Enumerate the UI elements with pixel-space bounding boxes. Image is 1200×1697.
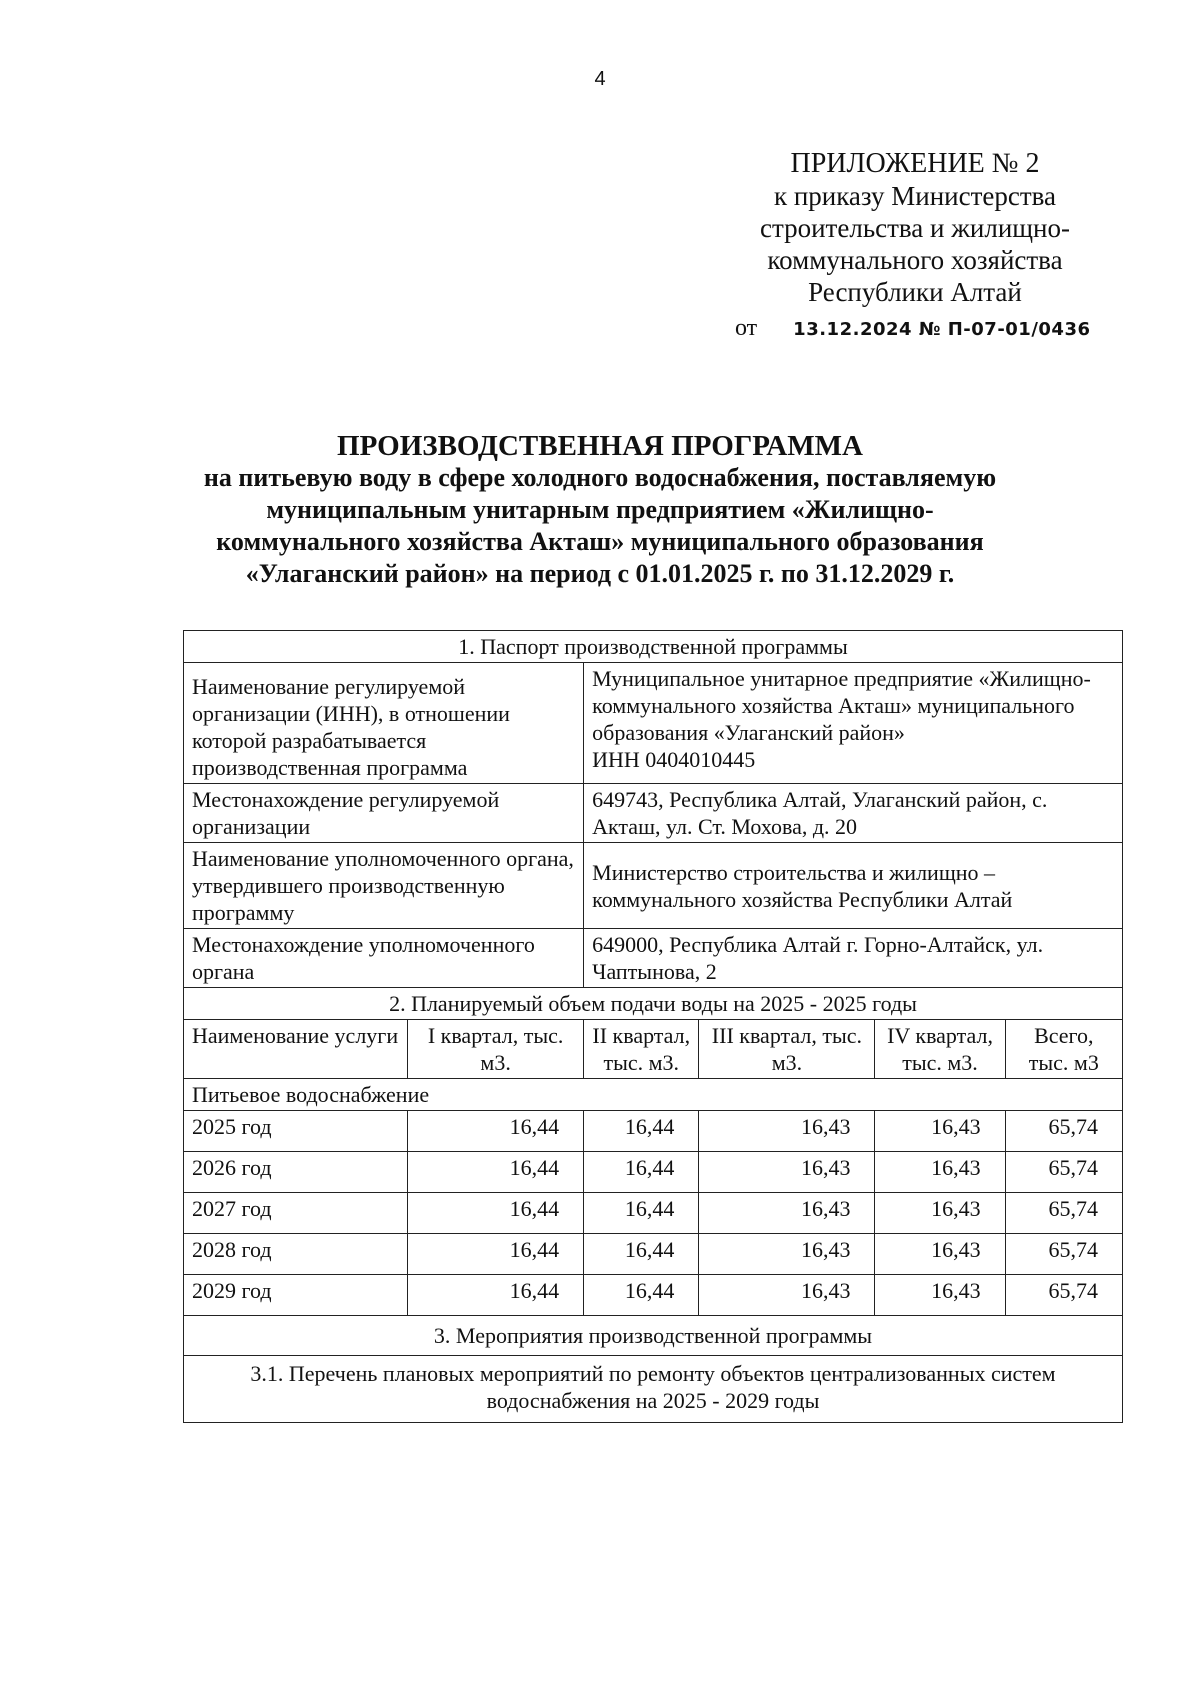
appendix-line: Республики Алтай bbox=[808, 277, 1022, 307]
year-cell: 2029 год bbox=[184, 1275, 408, 1316]
value-cell: 16,43 bbox=[699, 1152, 875, 1193]
value-cell: 16,44 bbox=[408, 1152, 584, 1193]
quarter-header-row bbox=[184, 1020, 1123, 1079]
section1-heading: 1. Паспорт производственной программы bbox=[184, 631, 1123, 663]
value-cell: 16,43 bbox=[875, 1152, 1005, 1193]
value-cell: 16,44 bbox=[408, 1234, 584, 1275]
passport-row bbox=[184, 663, 1123, 784]
section3-heading-row bbox=[184, 1316, 1123, 1356]
passport-value: 649743, Республика Алтай, Улаганский район, с. Акташ, ул. Ст. Мохова, д. 20 bbox=[584, 784, 1123, 843]
passport-label: Местонахождение регулируемой организации bbox=[184, 784, 584, 843]
passport-row bbox=[184, 784, 1123, 843]
table-row bbox=[184, 1111, 1123, 1152]
order-from-label: от bbox=[735, 315, 758, 341]
service-row bbox=[184, 1079, 1123, 1111]
table-row bbox=[184, 1152, 1123, 1193]
table-row bbox=[184, 1275, 1123, 1316]
year-cell: 2025 год bbox=[184, 1111, 408, 1152]
year-cell: 2028 год bbox=[184, 1234, 408, 1275]
section1-heading-row bbox=[184, 631, 1123, 663]
passport-row bbox=[184, 843, 1123, 929]
column-header: Наименование услуги bbox=[184, 1020, 408, 1079]
value-cell: 65,74 bbox=[1005, 1234, 1122, 1275]
value-cell: 16,44 bbox=[408, 1111, 584, 1152]
value-cell: 65,74 bbox=[1005, 1152, 1122, 1193]
value-cell: 16,44 bbox=[584, 1111, 699, 1152]
value-cell: 16,44 bbox=[584, 1152, 699, 1193]
table-row bbox=[184, 1234, 1123, 1275]
value-cell: 16,44 bbox=[584, 1234, 699, 1275]
value-cell: 65,74 bbox=[1005, 1275, 1122, 1316]
column-header: II квартал, тыс. м3. bbox=[584, 1020, 699, 1079]
passport-value-text: Муниципальное унитарное предприятие «Жилищно-коммунального хозяйства Акташ» муниципального образования «Улаганский район» bbox=[592, 666, 1091, 745]
year-cell: 2026 год bbox=[184, 1152, 408, 1193]
column-header: I квартал, тыс. м3. bbox=[408, 1020, 584, 1079]
passport-inn: ИНН 0404010445 bbox=[592, 747, 756, 772]
section3-subheading: 3.1. Перечень плановых мероприятий по ремонту объектов централизованных систем водоснабжения на 2025 - 2029 годы bbox=[184, 1356, 1123, 1423]
document-title bbox=[150, 430, 1050, 590]
passport-row bbox=[184, 929, 1123, 988]
title-main: ПРОИЗВОДСТВЕННАЯ ПРОГРАММА bbox=[337, 430, 863, 462]
title-line: «Улаганский район» на период с 01.01.2025 г. по 31.12.2029 г. bbox=[245, 559, 955, 588]
page-number: 4 bbox=[594, 68, 606, 90]
passport-value bbox=[584, 663, 1123, 784]
column-header: Всего, тыс. м3 bbox=[1005, 1020, 1122, 1079]
value-cell: 16,44 bbox=[408, 1193, 584, 1234]
order-number: 13.12.2024 № П-07-01/0436 bbox=[793, 319, 1091, 340]
column-header: III квартал, тыс. м3. bbox=[699, 1020, 875, 1079]
value-cell: 16,43 bbox=[699, 1275, 875, 1316]
value-cell: 16,43 bbox=[875, 1275, 1005, 1316]
passport-label: Местонахождение уполномоченного органа bbox=[184, 929, 584, 988]
value-cell: 16,43 bbox=[699, 1234, 875, 1275]
title-line: коммунального хозяйства Акташ» муниципального образования bbox=[216, 527, 984, 556]
value-cell: 16,43 bbox=[699, 1111, 875, 1152]
value-cell: 16,43 bbox=[875, 1234, 1005, 1275]
appendix-line: к приказу Министерства bbox=[773, 181, 1057, 211]
value-cell: 16,43 bbox=[875, 1111, 1005, 1152]
section3-subheading-row bbox=[184, 1356, 1123, 1423]
section3-heading: 3. Мероприятия производственной программы bbox=[184, 1316, 1123, 1356]
appendix-block bbox=[730, 148, 1100, 308]
program-table bbox=[183, 630, 1123, 1423]
value-cell: 65,74 bbox=[1005, 1111, 1122, 1152]
year-cell: 2027 год bbox=[184, 1193, 408, 1234]
table-row bbox=[184, 1193, 1123, 1234]
passport-value: 649000, Республика Алтай г. Горно-Алтайск, ул. Чаптынова, 2 bbox=[584, 929, 1123, 988]
service-name: Питьевое водоснабжение bbox=[184, 1079, 1123, 1111]
value-cell: 65,74 bbox=[1005, 1193, 1122, 1234]
passport-value: Министерство строительства и жилищно – коммунального хозяйства Республики Алтай bbox=[584, 843, 1123, 929]
value-cell: 16,44 bbox=[584, 1275, 699, 1316]
appendix-title: ПРИЛОЖЕНИЕ № 2 bbox=[790, 148, 1040, 179]
column-header: IV квартал, тыс. м3. bbox=[875, 1020, 1005, 1079]
title-line: на питьевую воду в сфере холодного водоснабжения, поставляемую bbox=[203, 463, 997, 492]
value-cell: 16,44 bbox=[408, 1275, 584, 1316]
section2-heading-row bbox=[184, 988, 1123, 1020]
section2-heading: 2. Планируемый объем подачи воды на 2025 - 2025 годы bbox=[184, 988, 1123, 1020]
order-reference bbox=[735, 315, 1115, 342]
appendix-line: коммунального хозяйства bbox=[767, 245, 1063, 275]
appendix-line: строительства и жилищно- bbox=[760, 213, 1070, 243]
value-cell: 16,43 bbox=[875, 1193, 1005, 1234]
passport-label: Наименование регулируемой организации (ИНН), в отношении которой разрабатывается производственная программа bbox=[184, 663, 584, 784]
value-cell: 16,44 bbox=[584, 1193, 699, 1234]
title-line: муниципальным унитарным предприятием «Жилищно- bbox=[266, 495, 934, 524]
value-cell: 16,43 bbox=[699, 1193, 875, 1234]
passport-label: Наименование уполномоченного органа, утвердившего производственную программу bbox=[184, 843, 584, 929]
